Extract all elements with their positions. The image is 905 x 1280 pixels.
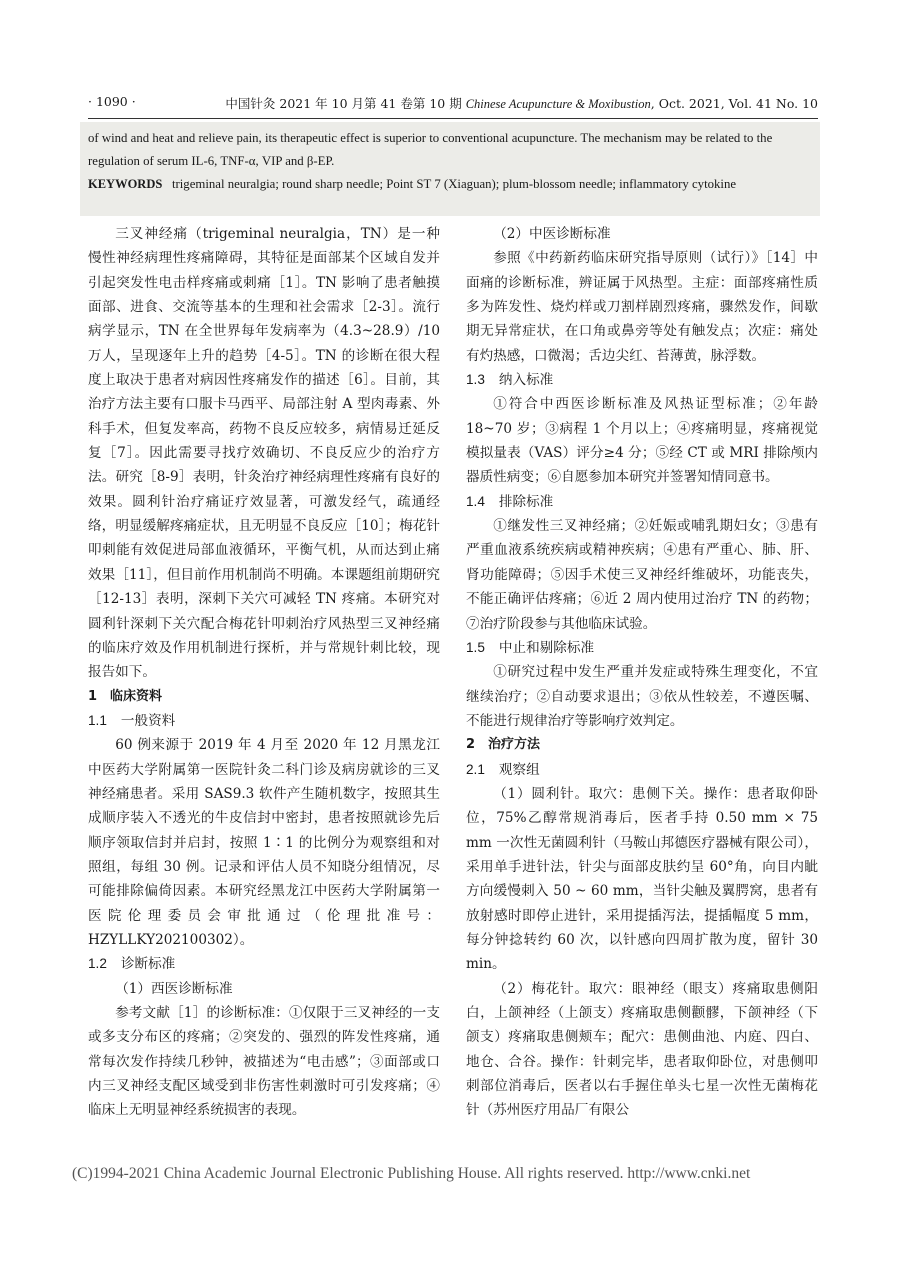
subsection-heading: [88, 952, 440, 976]
keywords-text: trigeminal neuralgia; round sharp needle; Point ST 7 (Xiaguan); plum-blossom needle; inflammatory cytokine: [171, 177, 737, 191]
journal-title-en: Chinese Acupuncture & Moxibustion: [465, 97, 651, 111]
subsection-number: 2.1: [466, 761, 485, 777]
subsection-title: 中止和剔除标准: [498, 639, 595, 656]
abstract-text: of wind and heat and relieve pain, its therapeutic effect is superior to conventional acupuncture. The mechanism may be related to the regulation of serum IL-6, TNF-α, VIP and β-EP.: [88, 131, 773, 168]
abstract-box: [80, 122, 820, 216]
paragraph: ①符合中西医诊断标准及风热证型标准；②年龄 18~70 岁；③病程 1 个月以上；④疼痛明显，疼痛视觉模拟量表（VAS）评分≥4 分；⑤经 CT 或 MRI 排除颅内器质性病变；⑥自愿参加本研究并签署知情同意书。: [466, 396, 818, 486]
paragraph: 参考文献［1］的诊断标准：①仅限于三叉神经的一支或多支分布区的疼痛；②突发的、强烈的阵发性疼痛，通常每次发作持续几秒钟，被描述为“电击感”；③面部或口内三叉神经支配区域受到非伤害性刺激时可引发疼痛；④临床上无明显神经系统损害的表现。: [88, 1005, 440, 1119]
paragraph: 三叉神经痛（trigeminal neuralgia，TN）是一种慢性神经病理性疼痛障碍，其特征是面部某个区域自发并引起突发性电击样疼痛或刺痛［1］。TN 影响了患者触摸面部、进食、交流等基本的生理和社会需求［2-3］。流行病学显示，TN 在全世界每年发病率为（4.3~28.9）/10 万人，呈现逐年上升的趋势［4-5］。TN 的诊断在很大程度上取决于患者对病因性疼痛发作的描述［6］。目前，其治疗方法主要有口服卡马西平、局部注射 A 型肉毒素、外科手术，但复发率高，药物不良反应较多，病情易迁延反复［7］。因此需要寻找疗效确切、不良反应少的治疗方法。研究［8-9］表明，针灸治疗神经病理性疼痛有良好的效果。圆利针治疗痛证疗效显著，可激发经气，疏通经络，明显缓解疼痛症状，且无明显不良反应［10］；梅花针叩刺能有效促进局部血液循环，平衡气机，从而达到止痛效果［11］，但目前作用机制尚不明确。本课题组前期研究［12-13］表明，深刺下关穴可减轻 TN 疼痛。本研究对圆利针深刺下关穴配合梅花针叩刺治疗风热型三叉神经痛的临床疗效及作用机制进行探析，并与常规针刺比较，现报告如下。: [88, 226, 440, 681]
keywords-line: [88, 173, 810, 196]
paragraph: ①研究过程中发生严重并发症或特殊生理变化，不宜继续治疗；②自动要求退出；③依从性较差，不遵医嘱、不能进行规律治疗等影响疗效判定。: [466, 664, 818, 729]
subsection-heading: [466, 636, 818, 660]
section-heading: 1 临床资料: [88, 688, 163, 704]
subsection-number: 1.1: [88, 712, 107, 728]
keywords-label: KEYWORDS: [88, 177, 163, 191]
running-header: [88, 94, 818, 114]
subsection-number: 1.5: [466, 639, 485, 655]
copyright-footer: (C)1994-2021 China Academic Journal Electronic Publishing House. All rights reserved. http://www.cnki.net: [72, 1165, 751, 1182]
right-column: [466, 222, 818, 1123]
subsection-number: 1.3: [466, 372, 485, 388]
subheading: （1）西医诊断标准: [115, 980, 233, 997]
subsection-number: 1.2: [88, 956, 107, 972]
journal-citation: [225, 94, 818, 112]
subsection-number: 1.4: [466, 493, 485, 509]
journal-title-cn: 中国针灸 2021 年 10 月第 41 卷第 10 期: [225, 96, 462, 111]
subsection-heading: [466, 758, 818, 782]
subsection-title: 一般资料: [120, 712, 176, 729]
paragraph: 参照《中药新药临床研究指导原则（试行）》［14］中面痛的诊断标准，辨证属于风热型。主症：面部疼痛性质多为阵发性、烧灼样或刀割样剧烈疼痛，骤然发作，间歇期无异常症状，在口角或鼻旁等处有触发点；次症：痛处有灼热感，口微渴；舌边尖红、苔薄黄，脉浮数。: [466, 250, 818, 364]
subheading: （2）中医诊断标准: [493, 226, 611, 242]
paragraph: （1）圆利针。取穴：患侧下关。操作：患者取仰卧位，75%乙醇常规消毒后，医者手持 0.50 mm × 75 mm 一次性无菌圆利针（马鞍山邦德医疗器械有限公司），采用单手进针法，针尖与面部皮肤约呈 60°角，向目内眦方向缓慢刺入 50 ~ 60 mm，当针尖触及翼腭窝，患者有放射感时即停止进针，采用提插泻法，提插幅度 5 mm，每分钟捻转约 60 次，以针感向四周扩散为度，留针 30 min。: [466, 785, 818, 973]
subsection-title: 排除标准: [498, 493, 554, 510]
paragraph: 60 例来源于 2019 年 4 月至 2020 年 12 月黑龙江中医药大学附属第一医院针灸二科门诊及病房就诊的三叉神经痛患者。采用 SAS9.3 软件产生随机数字，按照其生成顺序装入不透光的牛皮信封中密封，患者按照就诊先后顺序领取信封并启封，按照 1∶1 的比例分为观察组和对照组，每组 30 例。记录和评估人员不知晓分组情况，尽可能排除偏倚因素。本研究经黑龙江中医药大学附属第一医院伦理委员会审批通过（伦理批准号：HZYLLKY202100302）。: [88, 737, 440, 948]
subsection-heading: [466, 368, 818, 392]
paragraph: ①继发性三叉神经痛；②妊娠或哺乳期妇女；③患有严重血液系统疾病或精神疾病；④患有严重心、肺、肝、肾功能障碍；⑤因手术使三叉神经纤维破坏，功能丧失，不能正确评估疼痛；⑥近 2 周内使用过治疗 TN 的药物；⑦治疗阶段参与其他临床试验。: [466, 518, 818, 632]
subsection-title: 观察组: [498, 761, 540, 778]
section-heading: 2 治疗方法: [466, 737, 541, 753]
subsection-heading: [88, 709, 440, 733]
header-rule: [88, 118, 818, 119]
subsection-title: 纳入标准: [498, 372, 554, 389]
paragraph: （2）梅花针。取穴：眼神经（眼支）疼痛取患侧阳白，上颌神经（上颌支）疼痛取患侧颧髎，下颌神经（下颌支）疼痛取患侧颊车；配穴：患侧曲池、内庭、四白、地仓、合谷。操作：针刺完毕，患者取仰卧位，对患侧叩刺部位消毒后，医者以右手握住单头七星一次性无菌梅花针（苏州医疗用品厂有限公: [466, 980, 818, 1119]
subsection-title: 诊断标准: [120, 956, 176, 973]
page-number: · 1090 ·: [88, 94, 136, 109]
journal-issue-en: , Oct. 2021, Vol. 41 No. 10: [650, 96, 818, 111]
left-column: [88, 222, 440, 1123]
subsection-heading: [466, 490, 818, 514]
